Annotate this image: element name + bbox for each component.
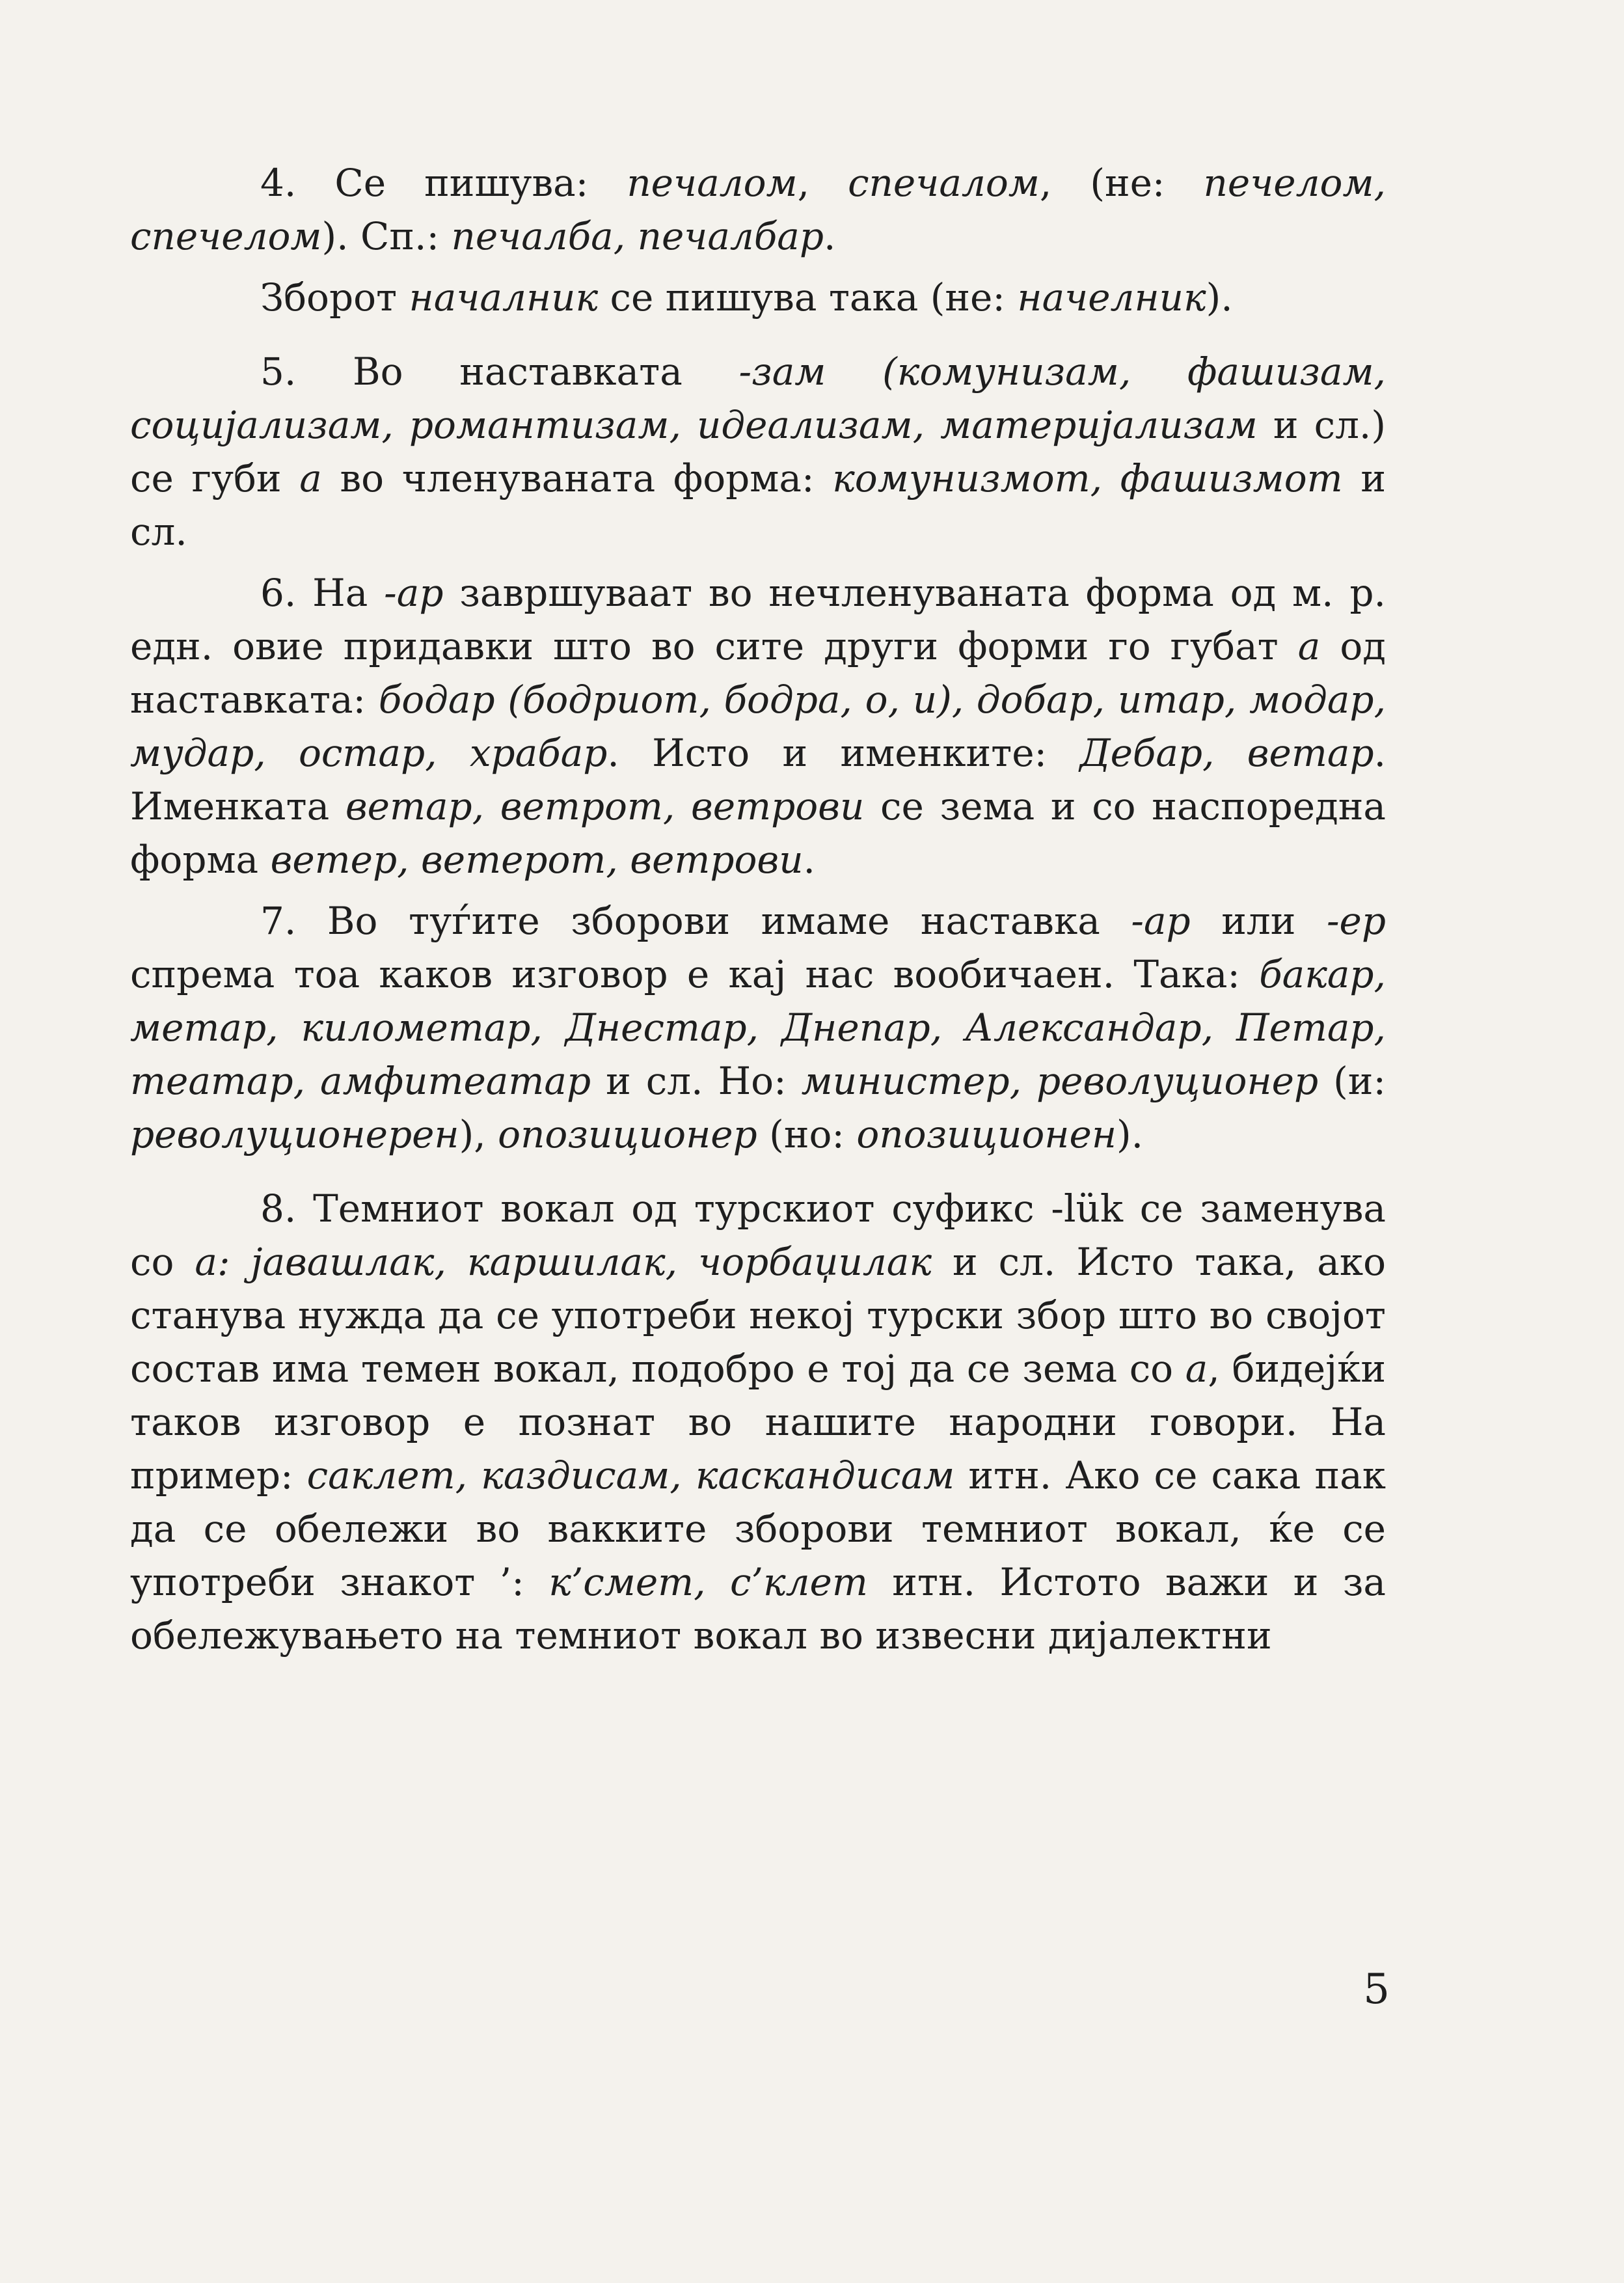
text-run: итн. Истото важи и за обележувањето на темниот вокал во извесни дијалектни xyxy=(130,1560,1386,1658)
text-run: (и: xyxy=(1318,1059,1386,1103)
text-run: во членуваната форма: xyxy=(321,456,833,500)
text-run: ). xyxy=(1206,275,1233,320)
text-run: , xyxy=(797,161,848,205)
italic-term: к’смет, с’клет xyxy=(548,1560,868,1604)
text-run: ). Сп.: xyxy=(321,214,452,258)
text-run: ). xyxy=(1116,1112,1144,1156)
italic-term: а xyxy=(1297,624,1321,668)
italic-term: ветар, ветрот, ветрови xyxy=(345,784,865,828)
text-run: . Исто и именките: xyxy=(607,731,1080,775)
text-run: се зема и со наспоредна форма xyxy=(130,784,1386,882)
text-run: , бидејќи таков изговор е познат во нашите народни говори. На пример: xyxy=(130,1347,1386,1497)
italic-term: печелом, спечелом xyxy=(130,161,1386,258)
italic-term: опозиционен xyxy=(856,1112,1117,1156)
italic-term: бакар, метар, километар, Днестар, Днепар, Александар, Петар, театар, амфитеатар xyxy=(130,952,1386,1103)
paragraph-7 xyxy=(130,894,1386,1161)
text-run: или xyxy=(1190,899,1327,943)
italic-term: а xyxy=(1185,1347,1208,1391)
text-run: 7. Во туѓите зборови имаме наставка xyxy=(260,899,1131,943)
italic-term: министер, револуционер xyxy=(801,1059,1319,1103)
italic-term: опозиционер xyxy=(498,1112,757,1156)
text-run: (но: xyxy=(757,1112,857,1156)
text-run: . Именката xyxy=(130,731,1387,828)
text-run: спрема тоа каков изговор е кај нас вообичаен. Така: xyxy=(130,952,1260,996)
italic-term: начелник xyxy=(1017,275,1206,320)
text-run: 6. На xyxy=(260,571,385,615)
text-run: и сл. Но: xyxy=(591,1059,802,1103)
paragraph-4 xyxy=(130,156,1386,263)
text-run: 4. Се пишува: xyxy=(260,161,627,205)
text-run: 8. Темниот вокал од турскиот суфикс -lük се заменува со xyxy=(130,1186,1386,1284)
italic-term: -ар xyxy=(1131,899,1191,943)
italic-term: Дебар, ветар xyxy=(1079,731,1374,775)
text-run: од наставката: xyxy=(130,624,1386,722)
italic-term: а: јавашлак, каршилак, чорбаџилак xyxy=(195,1240,932,1284)
italic-term: бодар (бодриот, бодра, о, и), добар, итар, модар, мудар, остар, храбар xyxy=(130,677,1386,775)
italic-term: печалом xyxy=(627,161,798,205)
paragraph-6 xyxy=(130,566,1386,886)
italic-term: комунизмот, фашизмот xyxy=(832,456,1343,500)
italic-term: а xyxy=(299,456,322,500)
italic-term: -зам (комунизам, фашизам, социјализам, романтизам, идеализам, материјализам xyxy=(130,349,1386,447)
italic-term: печалба, печалбар xyxy=(451,214,824,258)
text-run: и сл.) се губи xyxy=(130,403,1386,500)
page-body xyxy=(130,156,1386,1683)
paragraph-4-note xyxy=(130,271,1386,324)
text-run: ), xyxy=(459,1112,498,1156)
italic-term: револуционерен xyxy=(130,1112,459,1156)
page-number: 5 xyxy=(1363,1965,1390,2014)
text-run: 5. Во наставката xyxy=(260,349,739,394)
italic-term: началник xyxy=(409,275,599,320)
text-run: завршуваат во нечленуваната форма од м. р. едн. овие придавки што во сите други форми го губат xyxy=(130,571,1386,668)
text-run: . xyxy=(803,838,815,882)
text-run: се пишува така (не: xyxy=(598,275,1018,320)
italic-term: -ар xyxy=(384,571,444,615)
italic-term: -ер xyxy=(1326,899,1386,943)
text-run: , (не: xyxy=(1039,161,1204,205)
text-run: итн. Ако се сака пак да се обележи во вакките зборови темниот вокал, ќе се употреби знакот ’: xyxy=(130,1453,1386,1604)
text-run: Зборот xyxy=(260,275,409,320)
text-run: и сл. Исто така, ако станува нужда да се употреби некој турски збор што во својот состав има темен вокал, подобро е тој да се зема со xyxy=(130,1240,1387,1391)
italic-term: ветер, ветерот, ветрови xyxy=(270,838,804,882)
italic-term: спечалом xyxy=(848,161,1040,205)
text-run: . xyxy=(823,214,836,258)
italic-term: саклет, каздисам, каскандисам xyxy=(306,1453,955,1497)
paragraph-8 xyxy=(130,1182,1386,1662)
text-run: и сл. xyxy=(130,456,1386,554)
paragraph-5 xyxy=(130,345,1386,558)
